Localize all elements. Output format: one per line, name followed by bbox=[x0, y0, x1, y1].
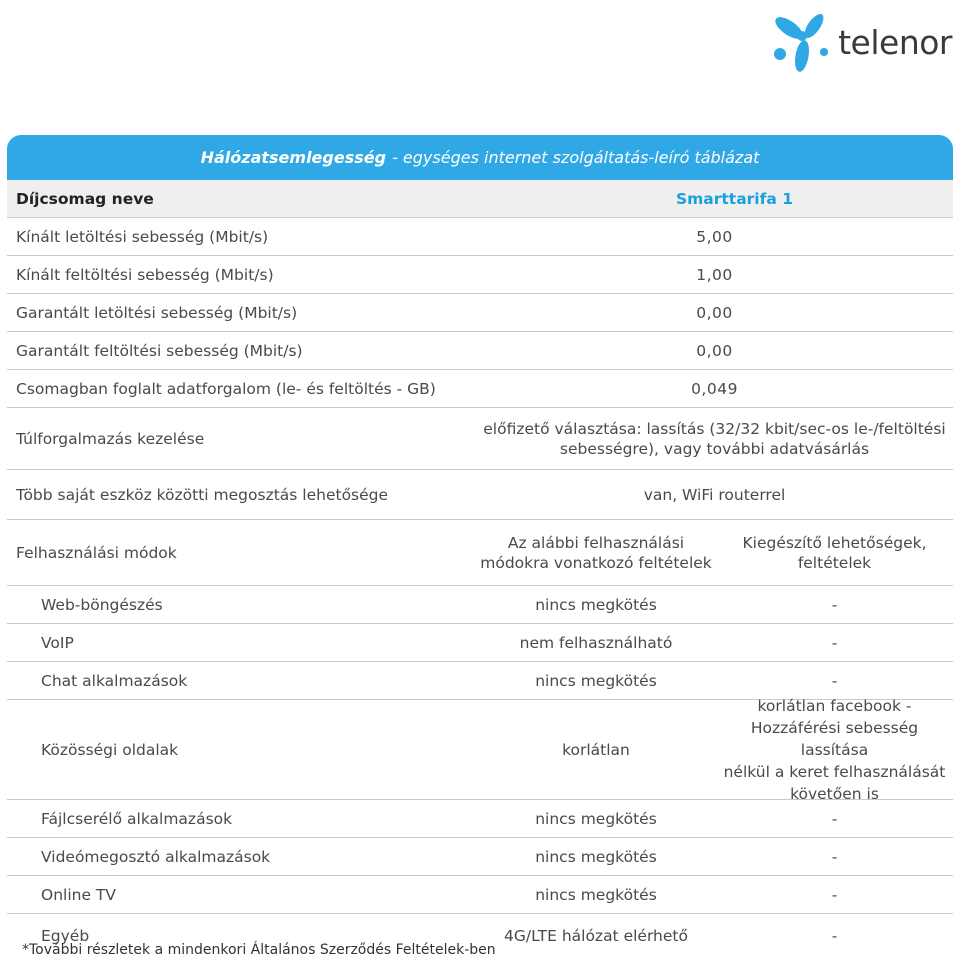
usage-label: Web-böngészés bbox=[41, 595, 163, 614]
spec-label: Kínált letöltési sebesség (Mbit/s) bbox=[16, 227, 269, 246]
telenor-propeller-icon bbox=[764, 6, 836, 78]
usage-header-col3-line2: feltételek bbox=[797, 553, 872, 572]
usage-label: Egyéb bbox=[41, 927, 90, 945]
social-extra bbox=[716, 695, 953, 805]
usage-condition: nincs megkötés bbox=[535, 595, 657, 614]
social-row bbox=[7, 696, 953, 803]
spec-label: Kínált feltöltési sebesség (Mbit/s) bbox=[16, 265, 274, 284]
usage-extra: - bbox=[831, 671, 838, 690]
spec-value: 1,00 bbox=[696, 265, 733, 284]
usage-extra: - bbox=[831, 927, 838, 945]
spec-label: Garantált letöltési sebesség (Mbit/s) bbox=[16, 303, 298, 322]
spec-row bbox=[7, 332, 953, 370]
tariff-name: Smarttarifa 1 bbox=[675, 189, 794, 208]
usage-label: Chat alkalmazások bbox=[41, 671, 188, 690]
spec-row bbox=[7, 294, 953, 332]
social-extra-line: korlátlan facebook - bbox=[757, 696, 912, 715]
usage-extra: - bbox=[831, 595, 838, 614]
table-header bbox=[7, 135, 953, 180]
usage-condition: nem felhasználható bbox=[519, 633, 673, 652]
footnote: *További részletek a mindenkori Általános Szerződés Feltételek-ben bbox=[22, 942, 496, 958]
tariff-label: Díjcsomag neve bbox=[16, 189, 154, 208]
usage-header-extras bbox=[716, 533, 953, 573]
overflow-label: Túlforgalmazás kezelése bbox=[16, 429, 205, 448]
usage-row bbox=[7, 838, 953, 876]
spec-row bbox=[7, 370, 953, 408]
usage-condition: nincs megkötés bbox=[535, 809, 657, 828]
usage-header-row bbox=[7, 520, 953, 586]
spec-row bbox=[7, 256, 953, 294]
sharing-row bbox=[7, 470, 953, 520]
spec-value: 0,049 bbox=[691, 379, 738, 398]
spec-value: 5,00 bbox=[696, 227, 733, 246]
sharing-label: Több saját eszköz közötti megosztás lehetősége bbox=[16, 485, 389, 504]
tariff-row bbox=[7, 180, 953, 218]
usage-header-col2-line2: módokra vonatkozó feltételek bbox=[480, 553, 712, 572]
usage-header-col3-line1: Kiegészítő lehetőségek, bbox=[742, 533, 927, 552]
sharing-value: van, WiFi routerrel bbox=[643, 485, 786, 504]
usage-condition: nincs megkötés bbox=[535, 671, 657, 690]
net-neutrality-table bbox=[7, 135, 953, 958]
header-title-bold: Hálózatsemlegesség bbox=[200, 148, 387, 167]
usage-row bbox=[7, 800, 953, 838]
usage-header-label: Felhasználási módok bbox=[16, 543, 177, 562]
usage-label: Fájlcserélő alkalmazások bbox=[41, 809, 233, 828]
usage-extra: - bbox=[831, 847, 838, 866]
usage-condition: 4G/LTE hálózat elérhető bbox=[504, 927, 688, 945]
usage-label: VoIP bbox=[41, 633, 74, 652]
header-title-rest: - egységes internet szolgáltatás-leíró táblázat bbox=[392, 148, 760, 167]
usage-label: Online TV bbox=[41, 885, 116, 904]
usage-extra: - bbox=[831, 809, 838, 828]
social-label: Közösségi oldalak bbox=[41, 740, 179, 759]
spec-row bbox=[7, 218, 953, 256]
usage-row bbox=[7, 876, 953, 914]
spec-label: Csomagban foglalt adatforgalom (le- és feltöltés - GB) bbox=[16, 379, 436, 398]
usage-header-conditions bbox=[476, 533, 716, 573]
social-extra-line: követően is bbox=[790, 784, 879, 803]
usage-extra: - bbox=[831, 633, 838, 652]
spec-value: 0,00 bbox=[696, 303, 733, 322]
social-condition: korlátlan bbox=[562, 740, 630, 759]
usage-condition: nincs megkötés bbox=[535, 847, 657, 866]
telenor-logo bbox=[764, 6, 952, 78]
usage-row bbox=[7, 586, 953, 624]
spec-label: Garantált feltöltési sebesség (Mbit/s) bbox=[16, 341, 303, 360]
social-extra-line: Hozzáférési sebesség lassítása bbox=[750, 718, 919, 759]
usage-condition: nincs megkötés bbox=[535, 885, 657, 904]
overflow-line2: sebességre), vagy további adatvásárlás bbox=[559, 439, 870, 458]
usage-label: Videómegosztó alkalmazások bbox=[41, 847, 271, 866]
usage-row bbox=[7, 624, 953, 662]
social-extra-line: nélkül a keret felhasználását bbox=[723, 762, 946, 781]
telenor-wordmark: telenor bbox=[838, 22, 952, 62]
overflow-value bbox=[476, 419, 953, 459]
spec-value: 0,00 bbox=[696, 341, 733, 360]
overflow-line1: előfizető választása: lassítás (32/32 kbit/sec-os le-/feltöltési bbox=[483, 419, 946, 438]
usage-header-col2-line1: Az alábbi felhasználási bbox=[507, 533, 685, 552]
overflow-row bbox=[7, 408, 953, 470]
usage-extra: - bbox=[831, 885, 838, 904]
